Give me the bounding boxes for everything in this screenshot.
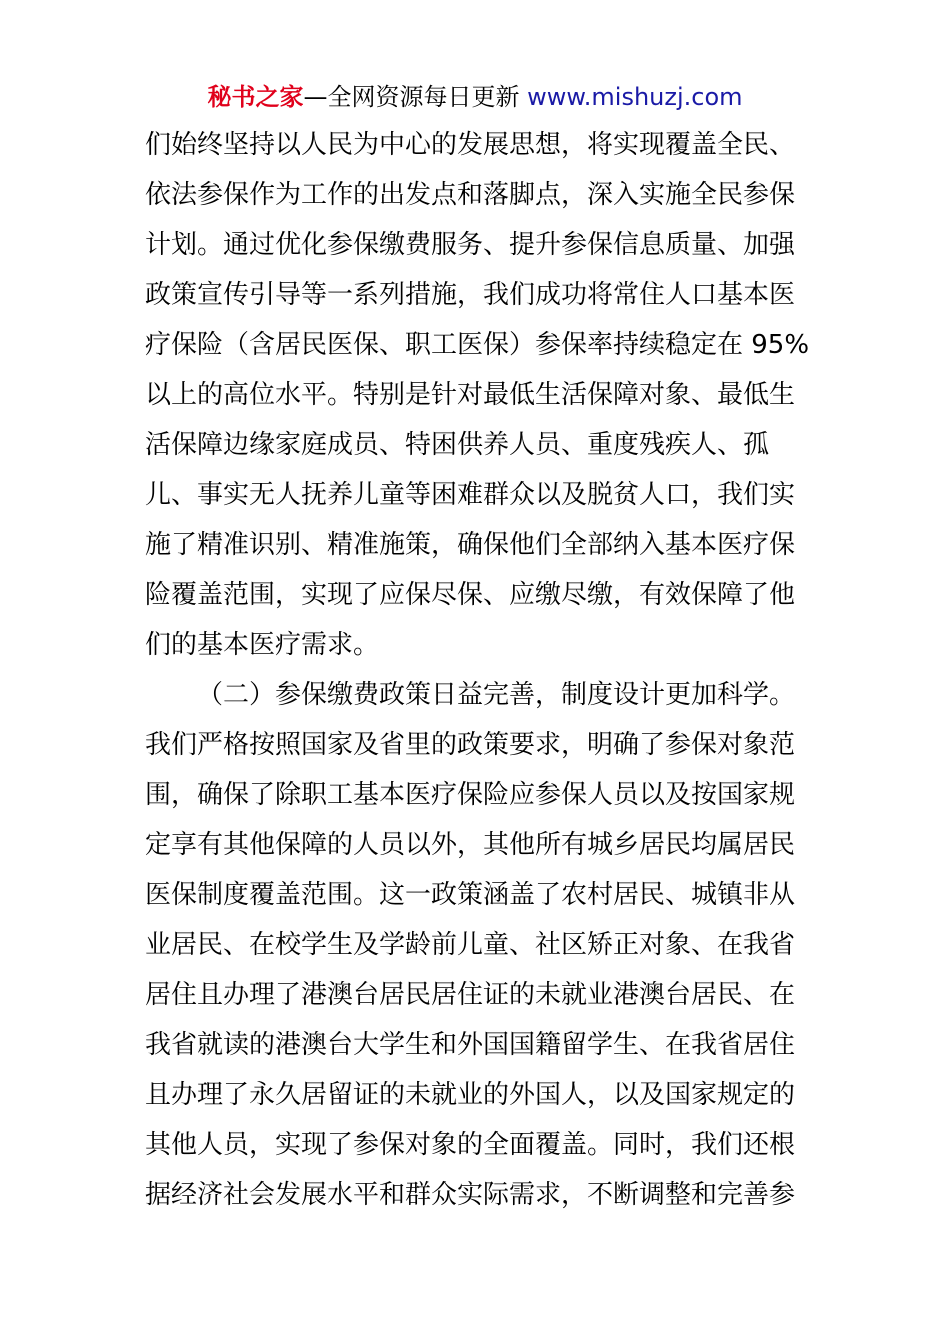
text-line: 施了精准识别、精准施策，确保他们全部纳入基本医疗保 <box>145 530 796 560</box>
text-line: 我省就读的港澳台大学生和外国国籍留学生、在我省居住 <box>145 1030 796 1060</box>
text-line: 我们严格按照国家及省里的政策要求，明确了参保对象范 <box>145 730 796 760</box>
text-line: 险覆盖范围，实现了应保尽保、应缴尽缴，有效保障了他 <box>145 580 796 610</box>
site-brand: 秘书之家 <box>207 83 304 111</box>
text-line: 们始终坚持以人民为中心的发展思想，将实现覆盖全民、 <box>145 130 796 160</box>
text-line: 疗保险（含居民医保、职工医保）参保率持续稳定在 95% <box>145 330 810 360</box>
text-line: 其他人员，实现了参保对象的全面覆盖。同时，我们还根 <box>145 1130 796 1160</box>
text-line: 围，确保了除职工基本医疗保险应参保人员以及按国家规 <box>145 780 796 810</box>
section-heading: （二）参保缴费政策日益完善，制度设计更加科学。 <box>197 680 796 710</box>
document-body <box>145 120 809 1220</box>
text-line: 依法参保作为工作的出发点和落脚点，深入实施全民参保 <box>145 180 796 210</box>
site-tagline: —全网资源每日更新 <box>303 83 528 111</box>
text-line: 居住且办理了港澳台居民居住证的未就业港澳台居民、在 <box>145 980 796 1010</box>
site-header <box>0 80 950 114</box>
text-line: 定享有其他保障的人员以外，其他所有城乡居民均属居民 <box>145 830 796 860</box>
text-line: 业居民、在校学生及学龄前儿童、社区矫正对象、在我省 <box>145 930 796 960</box>
text-line: 据经济社会发展水平和群众实际需求，不断调整和完善参 <box>145 1180 796 1210</box>
text-line: 计划。通过优化参保缴费服务、提升参保信息质量、加强 <box>145 230 796 260</box>
text-line: 儿、事实无人抚养儿童等困难群众以及脱贫人口，我们实 <box>145 480 796 510</box>
text-line: 活保障边缘家庭成员、特困供养人员、重度残疾人、孤 <box>145 430 770 460</box>
site-url[interactable]: www.mishuzj.com <box>527 83 743 111</box>
text-line: 以上的高位水平。特别是针对最低生活保障对象、最低生 <box>145 380 796 410</box>
text-line: 政策宣传引导等一系列措施，我们成功将常住人口基本医 <box>145 280 796 310</box>
text-line: 们的基本医疗需求。 <box>145 630 380 660</box>
text-line: 医保制度覆盖范围。这一政策涵盖了农村居民、城镇非从 <box>145 880 796 910</box>
text-line: 且办理了永久居留证的未就业的外国人，以及国家规定的 <box>145 1080 796 1110</box>
